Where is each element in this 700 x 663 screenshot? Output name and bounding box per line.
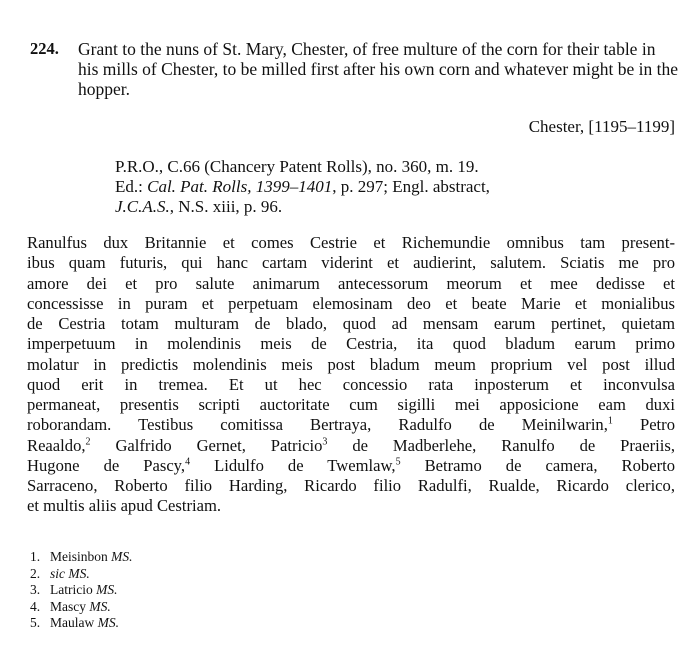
source-edition-prefix: Ed.:	[115, 177, 148, 196]
footnote-ms: MS.	[68, 565, 90, 581]
charter-line: amore dei et pro salute animarum antecessorum meorum et mee dedisse et	[27, 273, 675, 293]
footnote-text	[50, 582, 117, 599]
charter-line: Ranulfus dux Britannie et comes Cestrie et Richemundie omnibus tam present-	[27, 233, 675, 252]
footnote-word: Maulaw	[50, 615, 98, 630]
source-edition-title: Cal. Pat. Rolls, 1399–1401	[147, 177, 333, 196]
charter-line: et multis aliis apud Cestriam.	[27, 496, 222, 516]
charter-line: imperpetuum in molendinis meis de Cestria, ita quod bladum earum primo	[27, 334, 675, 354]
charter-text-run: Lidulfo de Twemlaw,	[190, 455, 396, 475]
footnote-mark: 2	[85, 435, 91, 447]
footnote-word: sic	[50, 565, 69, 581]
charter-line: quod erit in tremea. Et ut hec concessio rata inposterum et inconvulsa	[27, 374, 675, 394]
source-manuscript: P.R.O., C.66 (Chancery Patent Rolls), no. 360, m. 19.	[115, 157, 479, 176]
footnote-number: 3.	[30, 582, 41, 597]
charter-text	[27, 233, 675, 517]
footnote-number: 5.	[30, 615, 41, 630]
charter-text-run: Betramo de camera, Roberto	[400, 455, 675, 475]
charter-text-run: roborandam. Testibus comitissa Bertraya, Radulfo de Meinilwarin,	[27, 415, 608, 435]
footnote-text	[50, 566, 90, 583]
entry-number: 224.	[30, 39, 59, 58]
charter-line: Sarraceno, Roberto filio Harding, Ricardo filio Radulfi, Rualde, Ricardo clerico,	[27, 476, 675, 495]
footnote-text	[50, 599, 111, 616]
footnote-ms: MS.	[96, 582, 118, 597]
footnote-mark: 4	[185, 456, 191, 468]
place-date: Chester, [1195–1199]	[528, 117, 675, 136]
charter-line	[27, 456, 675, 476]
footnote-word: Latricio	[50, 582, 97, 597]
footnote-mark: 1	[607, 415, 613, 427]
footnotes	[30, 549, 133, 632]
entry-summary: Grant to the nuns of St. Mary, Chester, of free multure of the corn for their table in his mills of Chester, to be milled first after his own corn and whatever might be in the hopper.	[78, 39, 678, 99]
source-edition	[115, 177, 490, 197]
charter-line	[27, 415, 675, 435]
charter-line	[27, 436, 675, 456]
source-journal-title: J.C.A.S.	[115, 197, 170, 216]
footnote	[30, 582, 133, 599]
charter-line: ibus quam futuris, qui hanc cartam viderint et audierint, salutem. Sciatis me pro	[27, 253, 675, 273]
footnote-ms: MS.	[97, 615, 119, 630]
footnote-mark: 3	[322, 435, 328, 447]
charter-text-run: Petro	[612, 415, 675, 435]
footnote-ms: MS.	[111, 549, 133, 564]
charter-text-run: Hugone de Pascy,	[27, 455, 186, 475]
charter-line: permaneat, presentis scripti auctoritate cum sigilli mei apposicione eam duxi	[27, 395, 675, 414]
footnote-ms: MS.	[89, 598, 111, 614]
footnote	[30, 599, 133, 616]
source-edition-suffix: , p. 297; Engl. abstract,	[332, 177, 490, 196]
footnote-text	[50, 549, 133, 566]
footnote	[30, 549, 133, 566]
footnote	[30, 566, 133, 583]
source-journal-suffix: , N.S. xiii, p. 96.	[169, 197, 283, 216]
charter-text-run: de Madberlehe, Ranulfo de Praeriis,	[327, 435, 675, 455]
source-references	[115, 157, 490, 217]
footnote-number: 4.	[30, 598, 41, 614]
footnote-number: 2.	[30, 565, 41, 581]
footnote-word: Meisinbon	[50, 549, 112, 564]
charter-line: molatur in predictis molendinis meis post bladum meum proprium vel post illud	[27, 354, 675, 374]
charter-text-run: Reaaldo,	[27, 435, 86, 455]
footnote-word: Mascy	[50, 598, 90, 614]
footnote-number: 1.	[30, 549, 41, 564]
charter-line: concessisse in puram et perpetuam elemosinam deo et beate Marie et monialibus	[27, 293, 675, 313]
footnote-text	[50, 615, 119, 632]
footnote	[30, 615, 133, 632]
source-journal	[115, 197, 490, 217]
charter-line: de Cestria totam multuram de blado, quod ad mensam earum pertinet, quietam	[27, 314, 675, 333]
charter-text-run: Galfrido Gernet, Patricio	[90, 435, 323, 455]
footnote-mark: 5	[395, 456, 401, 468]
